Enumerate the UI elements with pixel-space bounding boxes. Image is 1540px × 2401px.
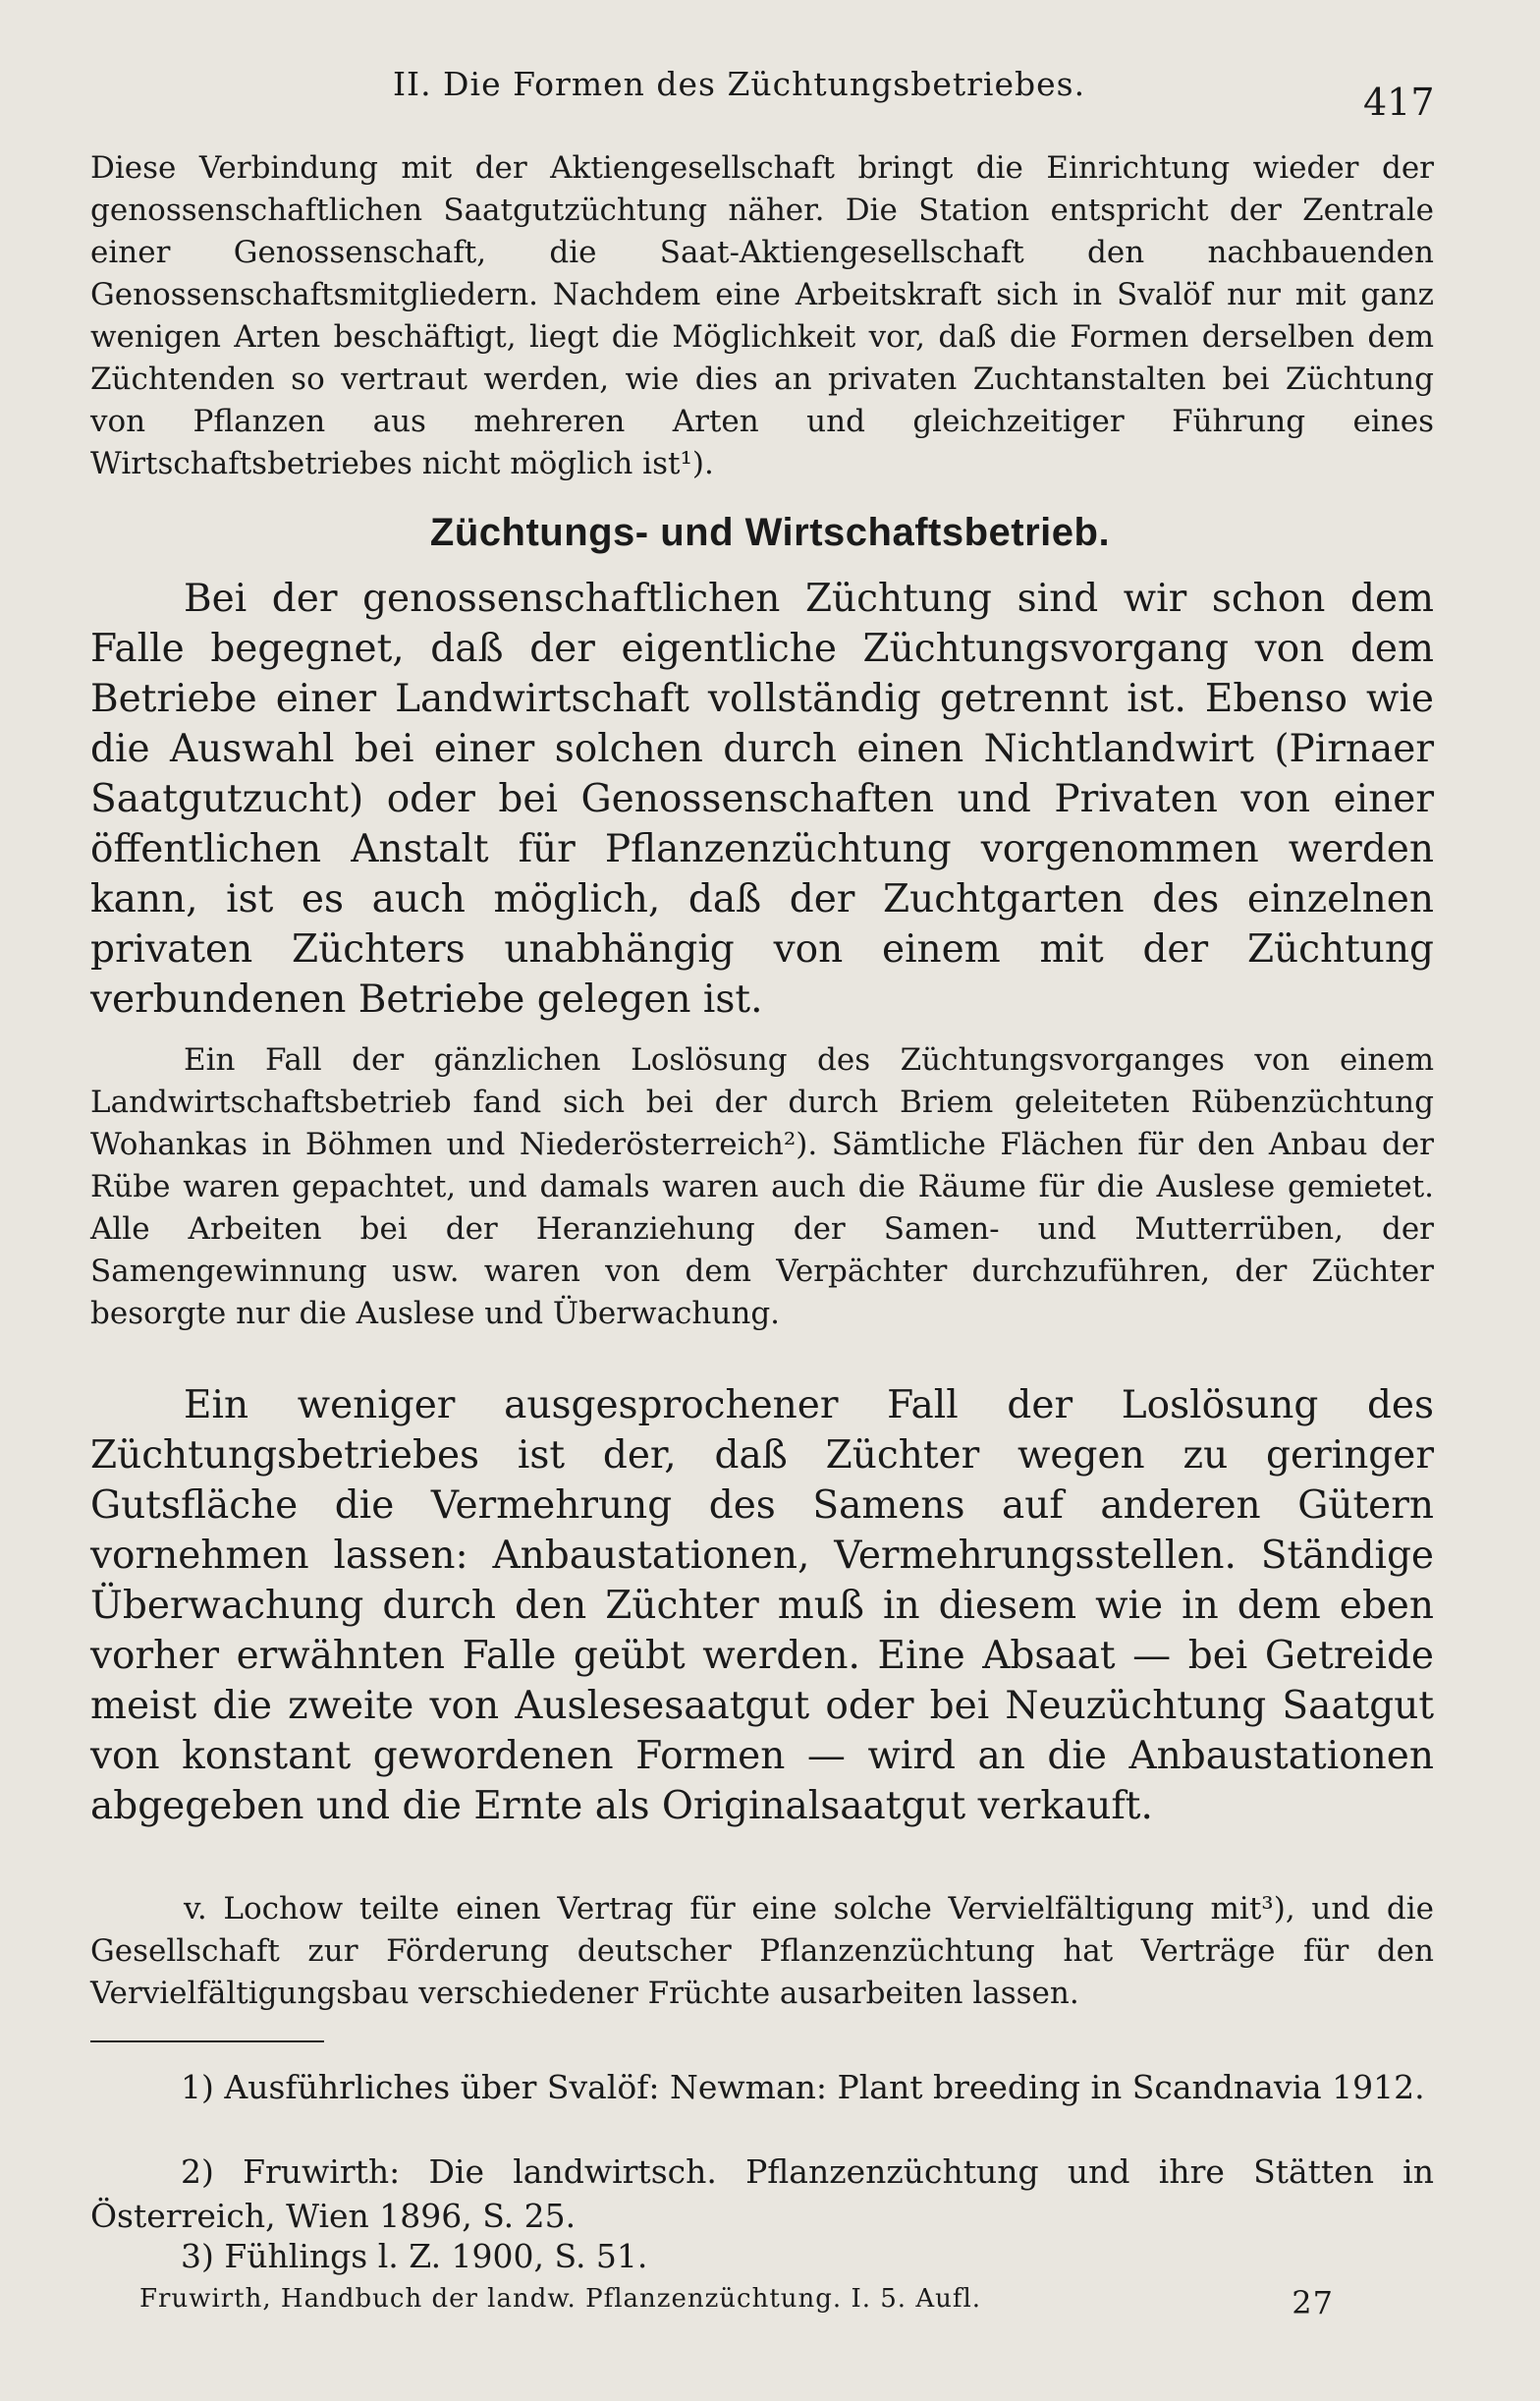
footnote-1-number: 1) <box>181 2068 214 2106</box>
paragraph-4: Ein weniger ausgesprochener Fall der Loslösung des Züchtungsbetriebes ist der, daß Züchter wegen zu geringer Gutsfläche die Vermehrung des Samens auf anderen Gütern vornehmen lassen: Anbaustationen, Vermehrungsstellen. Ständige Überwachung durch den Züchter muß in diesem wie in dem eben vorher erwähnten Falle geübt werden. Eine Absaat — bei Getreide meist die zweite von Auslesesaatgut oder bei Neuzüchtung Saatgut von konstant gewordenen Formen — wird an die Anbaustationen abgegeben und die Ernte als Originalsaatgut verkauft. <box>90 1383 1434 1828</box>
footnote-2-number: 2) <box>181 2152 214 2191</box>
footnote-2 <box>90 2150 1434 2238</box>
sheet-number: 27 <box>1292 2284 1334 2321</box>
paragraph-3: Ein Fall der gänzlichen Loslösung des Züchtungsvorganges von einem Landwirtschaftsbetrieb fand sich bei der durch Briem geleiteten Rübenzüchtung Wohankas in Böhmen und Niederösterreich²). Sämtliche Flächen für den Anbau der Rübe waren gepachtet, und damals waren auch die Räume für die Auslese gemietet. Alle Arbeiten bei der Heranziehung der Samen- und Mutterrüben, der Samengewinnung usw. waren von dem Verpächter durchzuführen, der Züchter besorgte nur die Auslese und Überwachung. <box>90 1042 1434 1331</box>
running-title: II. Die Formen des Züchtungsbetriebes. <box>393 65 1086 103</box>
footnote-1 <box>90 2065 1434 2109</box>
paragraph-1: Diese Verbindung mit der Aktiengesellschaft bringt die Einrichtung wieder der genossenschaftlichen Saatgutzüchtung näher. Die Station entspricht der Zentrale einer Genossenschaft, die Saat-Aktiengesellschaft den nachbauenden Genossenschaftsmitgliedern. Nachdem eine Arbeitskraft sich in Svalöf nur mit ganz wenigen Arten beschäftigt, liegt die Möglichkeit vor, daß die Formen derselben dem Züchtenden so vertraut werden, wie dies an privaten Zuchtanstalten bei Züchtung von Pflanzen aus mehreren Arten und gleichzeitiger Führung eines Wirtschaftsbetriebes nicht möglich ist¹). <box>90 150 1434 481</box>
paragraph-2: Bei der genossenschaftlichen Züchtung sind wir schon dem Falle begegnet, daß der eigentliche Züchtungsvorgang von dem Betriebe einer Landwirtschaft vollständig getrennt ist. Ebenso wie die Auswahl bei einer solchen durch einen Nichtlandwirt (Pirnaer Saatgutzucht) oder bei Genossenschaften und Privaten von einer öffentlichen Anstalt für Pflanzenzüchtung vorgenommen werden kann, ist es auch möglich, daß der Zuchtgarten des einzelnen privaten Züchters unabhängig von einem mit der Züchtung verbundenen Betriebe gelegen ist. <box>90 577 1434 1022</box>
footnote-1-text: Ausführliches über Svalöf: Newman: Plant breeding in Scandnavia 1912. <box>224 2068 1425 2106</box>
footnote-rule <box>90 2040 324 2042</box>
page-footer <box>139 2284 1334 2321</box>
page-number: 417 <box>1363 81 1435 124</box>
footnote-3 <box>90 2234 1434 2278</box>
footnote-3-number: 3) <box>181 2237 214 2275</box>
paragraph-5: v. Lochow teilte einen Vertrag für eine solche Vervielfältigung mit³), und die Gesellschaft zur Förderung deutscher Pflanzenzüchtung hat Verträge für den Vervielfältigungsbau verschiedener Früchte ausarbeiten lassen. <box>90 1891 1434 2011</box>
section-heading: Züchtungs- und Wirtschaftsbetrieb. <box>429 511 1111 554</box>
footnote-2-text: Fruwirth: Die landwirtsch. Pflanzenzüchtung und ihre Stätten in Österreich, Wien 1896, S. 25. <box>90 2152 1434 2235</box>
footer-signature: Fruwirth, Handbuch der landw. Pflanzenzüchtung. I. 5. Aufl. <box>139 2284 982 2314</box>
footnote-3-text: Fühlings l. Z. 1900, S. 51. <box>224 2237 648 2275</box>
